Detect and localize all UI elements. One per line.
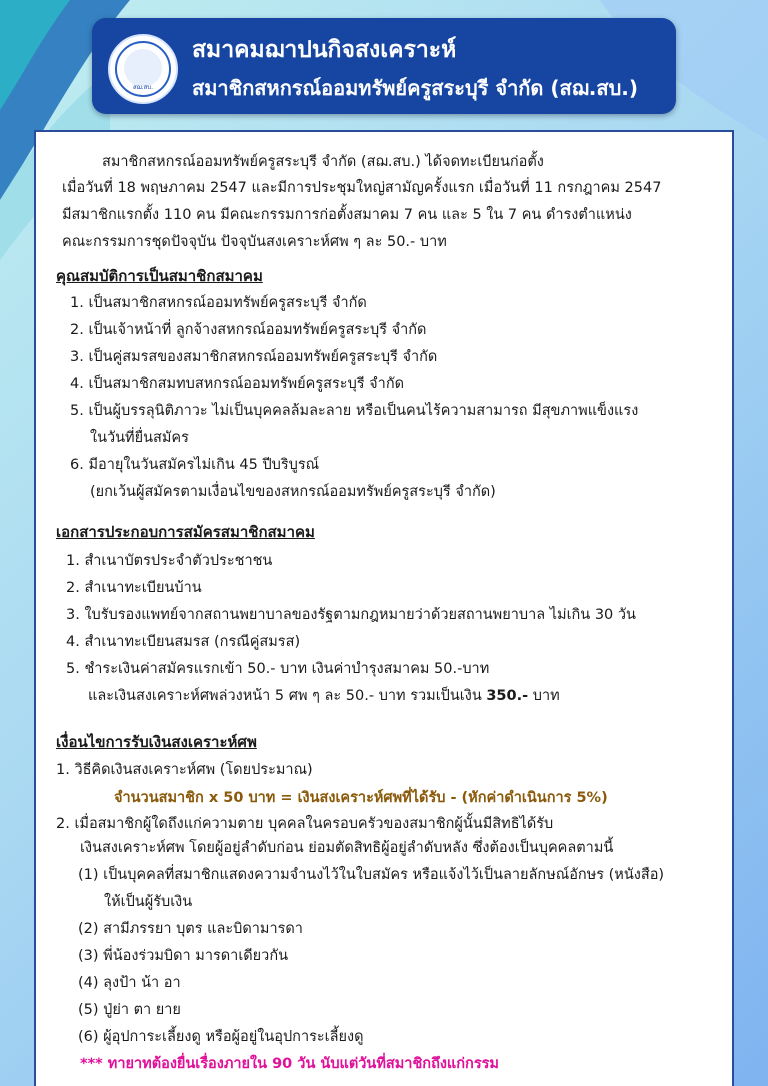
list-item: 5. เป็นผู้บรรลุนิติภาวะ ไม่เป็นบุคคลล้มละลาย หรือเป็นคนไร้ความสามารถ มีสุขภาพแข็งแรง	[70, 403, 639, 419]
conditions-heading: เงื่อนไขการรับเงินสงเคราะห์ศพ	[56, 733, 257, 751]
qualifications-heading: คุณสมบัติการเป็นสมาชิกสมาคม	[56, 267, 263, 285]
header-banner	[92, 18, 676, 114]
list-item: 2. เป็นเจ้าหน้าที่ ลูกจ้างสหกรณ์ออมทรัพย์ครูสระบุรี จำกัด	[70, 322, 427, 338]
list-item: 1. วิธีคิดเงินสงเคราะห์ศพ (โดยประมาณ)	[56, 762, 313, 778]
intro-line: คณะกรรมการชุดปัจจุบัน ปัจจุบันสงเคราะห์ศพ ๆ ละ 50.- บาท	[62, 234, 447, 250]
documents-heading: เอกสารประกอบการสมัครสมาชิกสมาคม	[56, 523, 315, 541]
list-item: เงินสงเคราะห์ศพ โดยผู้อยู่ลำดับก่อน ย่อมตัดสิทธิผู้อยู่ลำดับหลัง ซึ่งต้องเป็นบุคคลตามนี้	[80, 840, 614, 856]
intro-line: มีสมาชิกแรกตั้ง 110 คน มีคณะกรรมการก่อตั้งสมาคม 7 คน และ 5 ใน 7 คน ดำรงตำแหน่ง	[62, 207, 632, 223]
intro-line: เมื่อวันที่ 18 พฤษภาคม 2547 และมีการประชุมใหญ่สามัญครั้งแรก เมื่อวันที่ 11 กรกฎาคม 2547	[62, 180, 662, 196]
deadline-note: *** ทายาทต้องยื่นเรื่องภายใน 90 วัน นับแต่วันที่สมาชิกถึงแก่กรรม	[80, 1056, 499, 1072]
list-item: (2) สามีภรรยา บุตร และบิดามารดา	[78, 921, 303, 937]
list-item: 3. เป็นคู่สมรสของสมาชิกสหกรณ์ออมทรัพย์ครูสระบุรี จำกัด	[70, 349, 438, 365]
total-amount: 350.-	[486, 688, 529, 704]
page-title: สมาคมฌาปนกิจสงเคราะห์	[192, 37, 457, 63]
list-item: 1. เป็นสมาชิกสหกรณ์ออมทรัพย์ครูสระบุรี จำกัด	[70, 295, 367, 311]
list-item: 1. สำเนาบัตรประจำตัวประชาชน	[66, 553, 273, 569]
list-item: ในวันที่ยื่นสมัคร	[90, 430, 189, 446]
page-subtitle: สมาชิกสหกรณ์ออมทรัพย์ครูสระบุรี จำกัด (สฌ.สบ.)	[192, 76, 639, 100]
list-item: (ยกเว้นผู้สมัครตามเงื่อนไขของสหกรณ์ออมทรัพย์ครูสระบุรี จำกัด)	[90, 484, 496, 500]
list-item: 6. มีอายุในวันสมัครไม่เกิน 45 ปีบริบูรณ์	[70, 457, 320, 473]
list-item: 5. ชำระเงินค่าสมัครแรกเข้า 50.- บาท เงินค่าบำรุงสมาคม 50.-บาท	[66, 661, 490, 677]
formula-text: จำนวนสมาชิก x 50 บาท = เงินสงเคราะห์ศพที่ได้รับ - (หักค่าดำเนินการ 5%)	[114, 790, 608, 806]
list-item: 2. เมื่อสมาชิกผู้ใดถึงแก่ความตาย บุคคลในครอบครัวของสมาชิกผู้นั้นมีสิทธิได้รับ	[56, 816, 554, 832]
list-item: (3) พี่น้องร่วมบิดา มารดาเดียวกัน	[78, 948, 289, 964]
list-item: ให้เป็นผู้รับเงิน	[104, 894, 193, 910]
list-item: 2. สำเนาทะเบียนบ้าน	[66, 580, 202, 596]
list-item: (1) เป็นบุคคลที่สมาชิกแสดงความจำนงไว้ในใบสมัคร หรือแจ้งไว้เป็นลายลักษณ์อักษร (หนังสือ)	[78, 867, 665, 883]
list-item: (6) ผู้อุปการะเลี้ยงดู หรือผู้อยู่ในอุปการะเลี้ยงดู	[78, 1029, 364, 1045]
list-item: 4. สำเนาทะเบียนสมรส (กรณีคู่สมรส)	[66, 634, 301, 650]
list-item: และเงินสงเคราะห์ศพล่วงหน้า 5 ศพ ๆ ละ 50.- บาท รวมเป็นเงิน 350.- บาท	[88, 688, 560, 704]
content-panel	[34, 130, 734, 1086]
list-item: (4) ลุงป้า น้า อา	[78, 975, 181, 991]
association-logo: สฌ.สบ.	[108, 34, 178, 104]
list-item: 3. ใบรับรองแพทย์จากสถานพยาบาลของรัฐตามกฎหมายว่าด้วยสถานพยาบาล ไม่เกิน 30 วัน	[66, 607, 636, 623]
intro-line: สมาชิกสหกรณ์ออมทรัพย์ครูสระบุรี จำกัด (สฌ.สบ.) ได้จดทะเบียนก่อตั้ง	[102, 154, 544, 170]
list-item: (5) ปู่ย่า ตา ยาย	[78, 1002, 181, 1018]
list-item: 4. เป็นสมาชิกสมทบสหกรณ์ออมทรัพย์ครูสระบุรี จำกัด	[70, 376, 405, 392]
